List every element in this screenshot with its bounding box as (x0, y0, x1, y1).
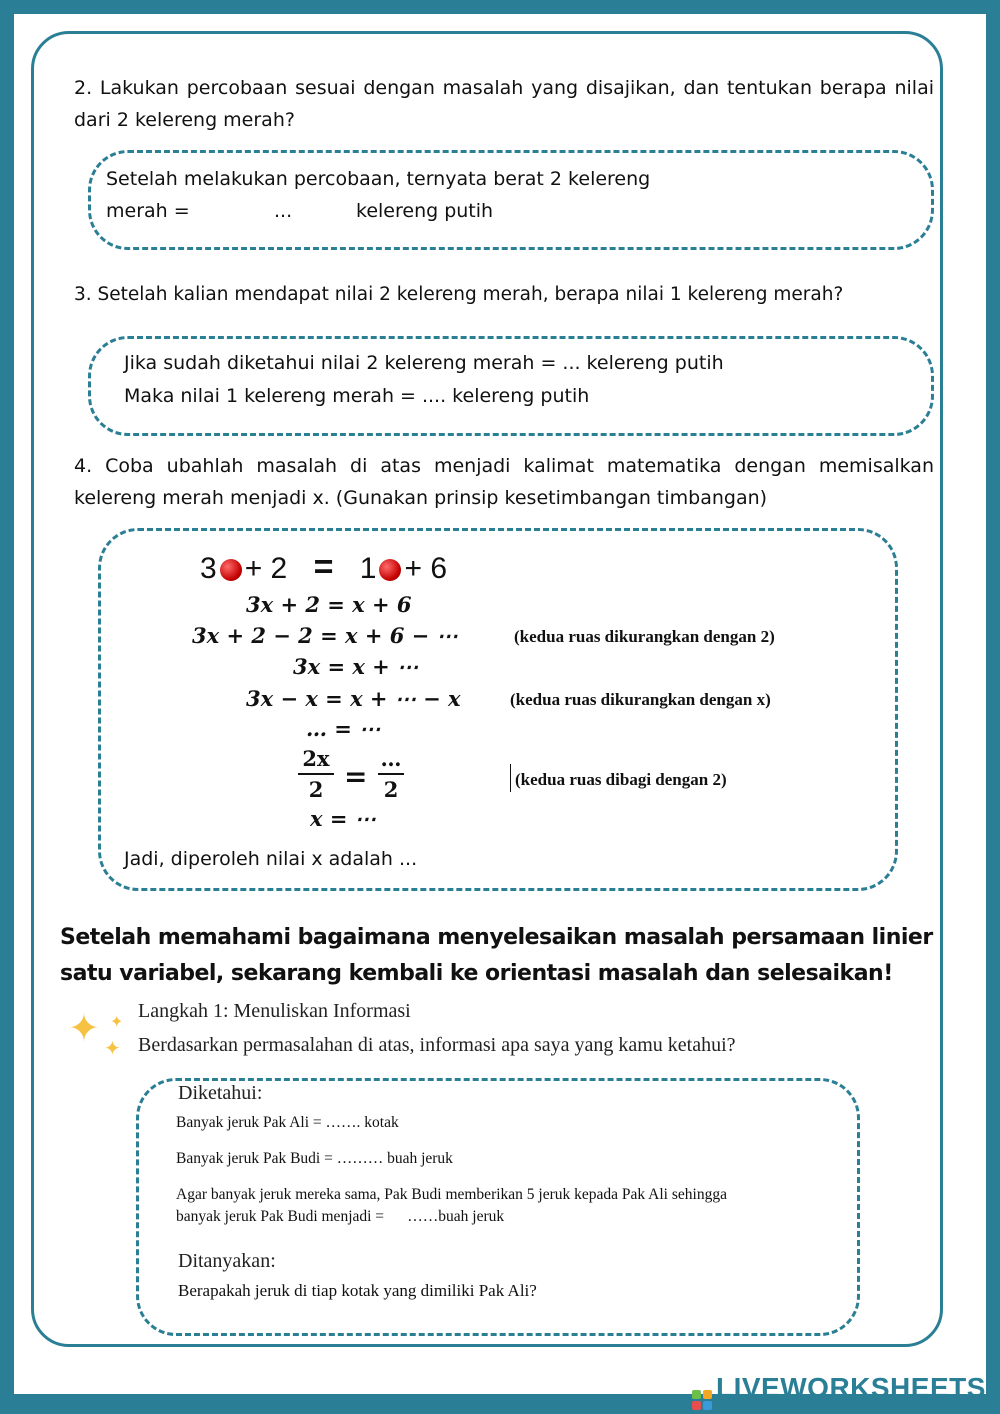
math-step-1: 3x + 2 = x + 6 (246, 592, 412, 617)
note-divider (510, 764, 511, 792)
fraction-left-denominator: 2 (308, 777, 324, 802)
ball-eq-equals: = (313, 548, 334, 586)
fraction-left (298, 746, 334, 802)
math-step-4: 3x − x = x + ⋯ − x (246, 686, 461, 711)
math-step-2: 3x + 2 − 2 = x + 6 − ⋯ (192, 623, 458, 648)
note-subtract-2: (kedua ruas dikurangkan dengan 2) (514, 627, 775, 646)
fraction-right-numerator: … (380, 746, 402, 771)
ball-equation (200, 548, 447, 587)
answer-box-q2 (88, 150, 934, 250)
question-4: 4. Coba ubahlah masalah di atas menjadi kalimat matematika dengan memisalkan kelereng merah menjadi x. (Gunakan prinsip kesetimbangan timbangan) (74, 455, 934, 509)
math-step-5: … = ⋯ (306, 716, 381, 741)
fraction-bar (298, 773, 334, 775)
q3-answer-line2: Maka nilai 1 kelereng merah = .... kelereng putih (124, 385, 590, 407)
red-marble-icon (379, 559, 401, 581)
q2-answer-line2-start: merah = (106, 200, 190, 222)
liveworksheets-logo[interactable] (692, 1372, 986, 1410)
math-step-3: 3x = x + ⋯ (293, 654, 419, 679)
q3-answer-line1: Jika sudah diketahui nilai 2 kelereng merah = ... kelereng putih (124, 352, 724, 374)
sparkle-small-icon: ✦ (104, 1036, 121, 1060)
fraction-left-numerator: 2x (302, 746, 330, 771)
ball-eq-left-rest: + 2 (244, 552, 288, 585)
sparkle-icon: ✦ (68, 1006, 100, 1050)
q2-answer-line2-end: kelereng putih (356, 200, 494, 222)
logo-text: LIVEWORKSHEETS (716, 1372, 986, 1403)
known-item-3b: banyak jeruk Pak Budi menjadi = ……buah jeruk (176, 1208, 505, 1225)
ball-eq-right-coef: 1 (359, 552, 377, 585)
fraction-equals: = (344, 760, 368, 793)
question-2: 2. Lakukan percobaan sesuai dengan masalah yang disajikan, dan tentukan berapa nilai dari 2 kelereng merah? (74, 77, 934, 131)
step1-title: Langkah 1: Menuliskan Informasi (138, 1000, 411, 1022)
ball-eq-right-rest: + 6 (404, 552, 448, 585)
question-3: 3. Setelah kalian mendapat nilai 2 kelereng merah, berapa nilai 1 kelereng merah? (74, 284, 844, 305)
fraction-right-denominator: 2 (383, 777, 399, 802)
liveworksheets-logo-icon (692, 1390, 712, 1410)
asked-label: Ditanyakan: (178, 1250, 276, 1272)
sparkle-small-icon: ✦ (110, 1012, 124, 1031)
ball-eq-left-coef: 3 (200, 552, 217, 585)
known-label: Diketahui: (178, 1082, 263, 1104)
q2-answer-line1: Setelah melakukan percobaan, ternyata berat 2 kelereng (106, 168, 651, 190)
section-heading: Setelah memahami bagaimana menyelesaikan masalah persamaan linier satu variabel, sekarang kembali ke orientasi masalah dan selesaikan! (60, 925, 933, 986)
fraction-right (378, 746, 404, 802)
known-item-2: Banyak jeruk Pak Budi = ……… buah jeruk (176, 1150, 453, 1167)
known-item-1: Banyak jeruk Pak Ali = ……. kotak (176, 1114, 399, 1131)
step1-prompt: Berdasarkan permasalahan di atas, informasi apa saya yang kamu ketahui? (138, 1034, 736, 1056)
q2-answer-blank[interactable]: ... (274, 200, 293, 222)
red-marble-icon (220, 559, 242, 581)
asked-item-1: Berapakah jeruk di tiap kotak yang dimiliki Pak Ali? (178, 1281, 537, 1300)
note-subtract-x: (kedua ruas dikurangkan dengan x) (510, 690, 771, 709)
known-item-3a: Agar banyak jeruk mereka sama, Pak Budi memberikan 5 jeruk kepada Pak Ali sehingga (176, 1186, 727, 1203)
note-divide-2: (kedua ruas dibagi dengan 2) (515, 770, 727, 789)
fraction-bar (378, 773, 404, 775)
q4-conclusion: Jadi, diperoleh nilai x adalah ... (124, 848, 418, 870)
math-step-final: x = ⋯ (310, 806, 376, 831)
